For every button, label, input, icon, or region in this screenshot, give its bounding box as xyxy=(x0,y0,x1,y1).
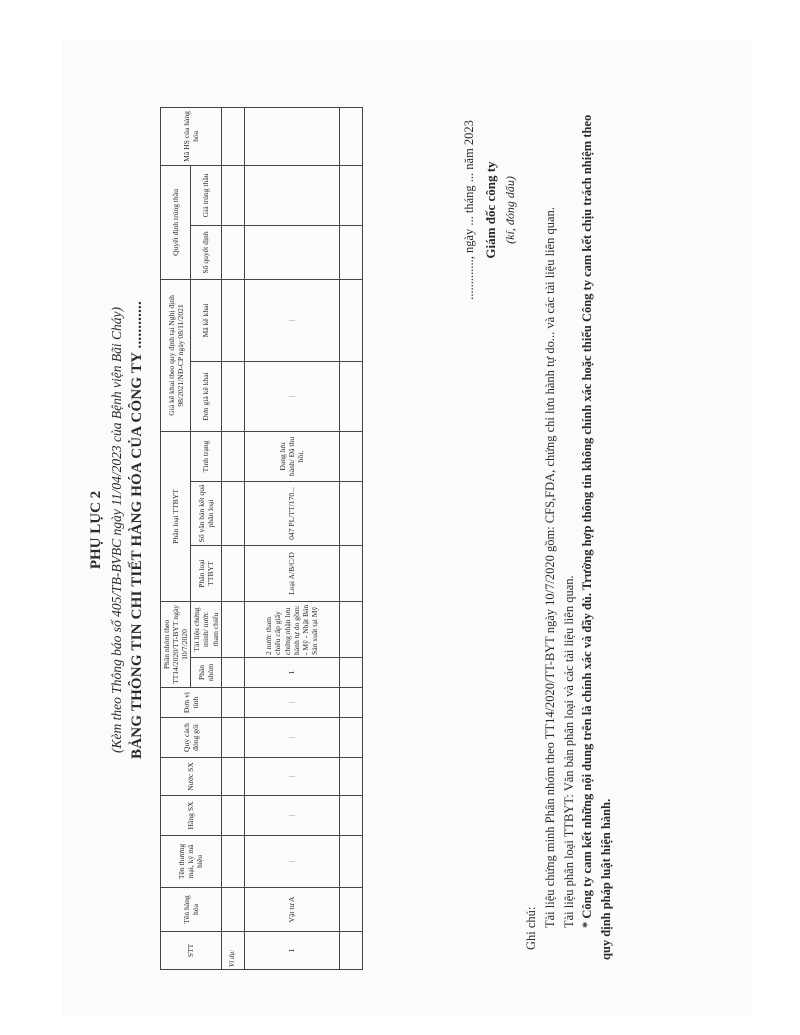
document-header xyxy=(88,90,146,970)
header-product-name: Tên hàng hóa xyxy=(161,888,222,932)
header-manufacturer: Hãng SX xyxy=(161,796,222,836)
header-hs-code: Mã HS của hàng hóa xyxy=(161,107,222,165)
header-group-device-type: Phân loại TTBYT xyxy=(161,431,191,601)
header-decision-number: Số quyết định xyxy=(191,225,221,279)
empty-row xyxy=(339,107,362,969)
header-country: Nước SX xyxy=(161,758,222,796)
note-evidence-docs: Tài liệu chứng minh Phân nhóm theo TT14/2020/TT-BYT ngày 10/7/2020 gồm: CFS,FDA, chứng chỉ lưu hành tự do... và các tài liệu liên quan. xyxy=(542,207,557,928)
signature-block xyxy=(462,85,518,335)
row-classification-doc: 047 PL/TT/170... xyxy=(244,481,339,545)
header-trade-name: Tên thương mại, ký mã hiệu xyxy=(161,836,222,888)
header-evidence-docs: Tài liệu chứng minh/ nước tham chiếu xyxy=(191,601,221,657)
table-row: 1 Vật tư A | | | | | 1 2 nước tham chiếu cấp giấy chứng nhận lưu hành tự do gồm: - Mỹ - Nhật Bản Sản xuất tại Mỹ Loại A/B/C/D 047 PL/TT/170... Đang lưu hành/ Đã thu hồi. | | xyxy=(244,107,339,969)
example-label: Ví dụ: xyxy=(221,932,244,970)
appendix-title: PHỤ LỤC 2 xyxy=(88,490,104,570)
header-classification-doc: Số văn bản kết quả phân loại xyxy=(191,481,221,545)
note-commitment: * Công ty cam kết những nội dung trên là chính xác và đầy đủ. Trường hợp thông tin không chính xác hoặc thiếu Công ty cam kết chịu trách nhiệm theo quy định pháp luật hiện hành. xyxy=(580,114,613,960)
header-unit-price: Đơn giá kê khai xyxy=(191,361,221,431)
header-packaging: Quy cách đóng gói xyxy=(161,718,222,758)
signature-date: ............., ngày ... tháng ... năm 2023 xyxy=(462,120,476,300)
example-label-row xyxy=(221,107,244,969)
table-title: BẢNG THÔNG TIN CHI TIẾT HÀNG HÓA CỦA CÔNG TY ............ xyxy=(129,301,145,759)
row-product-name: Vật tư A xyxy=(244,888,339,932)
header-group-classification: Phân nhóm theo TT14/2020/TT-BYT ngày 10/7/2020 xyxy=(161,601,191,687)
header-award-price: Giá trúng thầu xyxy=(191,165,221,225)
row-evidence-docs: 2 nước tham chiếu cấp giấy chứng nhận lưu hành tự do gồm: - Mỹ - Nhật Bản Sản xuất tại Mỹ xyxy=(244,601,339,657)
header-unit: Đơn vị tính xyxy=(161,688,222,718)
signature-note: (kí, đóng dấu) xyxy=(503,176,517,244)
product-info-table xyxy=(160,107,363,970)
header-stt: STT xyxy=(161,932,222,970)
header-status: Tình trạng xyxy=(191,431,221,481)
notes-label: Ghi chú: xyxy=(524,906,538,950)
rotated-document xyxy=(82,90,642,970)
header-group-award-decision: Quyết định trúng thầu xyxy=(161,165,191,279)
signature-title: Giám đốc công ty xyxy=(483,161,498,259)
header-group-declared-price: Giá kê khai theo quy định tại Nghị định 98/2021/NĐ-CP ngày 08/11/2021 xyxy=(161,279,191,431)
notes-section xyxy=(522,100,616,960)
row-group: 1 xyxy=(244,658,339,688)
appendix-subtitle: (Kèm theo Thông báo số 405/TB-BVBC ngày 11/04/2023 của Bệnh viện Bãi Cháy) xyxy=(109,307,124,753)
header-group: Phân nhóm xyxy=(191,658,221,688)
header-device-class: Phân loại TTBYT xyxy=(191,545,221,601)
note-classification-docs: Tài liệu phân loại TTBYT: Văn bản phân loại và các tài liệu liên quan. xyxy=(561,575,576,928)
header-declaration-code: Mã kê khai xyxy=(191,279,221,361)
row-status: Đang lưu hành/ Đã thu hồi. xyxy=(244,431,339,481)
row-stt: 1 xyxy=(244,932,339,970)
row-device-class: Loại A/B/C/D xyxy=(244,545,339,601)
